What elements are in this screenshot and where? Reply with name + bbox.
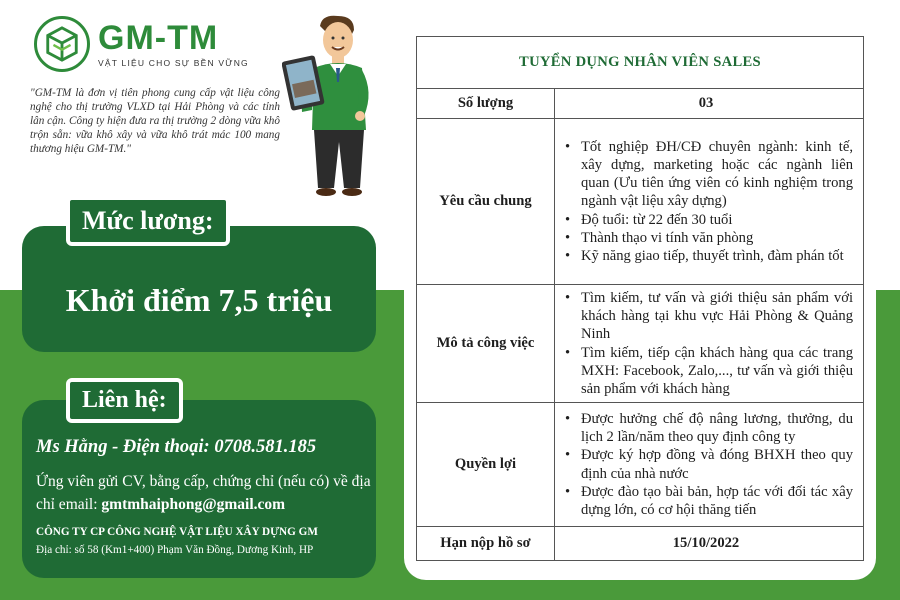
contact-email[interactable]: gmtmhaiphong@gmail.com	[101, 496, 286, 513]
businessman-illustration	[282, 12, 392, 202]
list-item: • Thành thạo vi tính văn phòng	[559, 229, 853, 247]
job-table	[416, 36, 864, 561]
deadline-value: 15/10/2022	[555, 527, 864, 561]
table-row	[417, 119, 864, 285]
requirements-cell	[555, 119, 864, 285]
description-cell	[555, 285, 864, 403]
brand-name: GM-TM	[98, 19, 219, 57]
contact-cv-instructions	[36, 470, 372, 516]
table-row	[417, 37, 864, 89]
list-item: • Tìm kiếm, tư vấn và giới thiệu sản phẩm với khách hàng tại khu vực Hải Phòng & Quảng Ninh	[559, 289, 853, 344]
table-row	[417, 527, 864, 561]
job-title: TUYỂN DỤNG NHÂN VIÊN SALES	[417, 37, 864, 89]
salary-label: Mức lương:	[66, 196, 230, 246]
list-item: • Được đào tạo bài bản, hợp tác với đối tác xây dựng lớn, có cơ hội thăng tiến	[559, 483, 853, 519]
company-name: CÔNG TY CP CÔNG NGHỆ VẬT LIỆU XÂY DỰNG GM	[36, 526, 318, 538]
description-label: Mô tả công việc	[417, 285, 555, 403]
requirements-label: Yêu cầu chung	[417, 119, 555, 285]
table-row	[417, 285, 864, 403]
list-item: • Tốt nghiệp ĐH/CĐ chuyên ngành: kinh tế, xây dựng, marketing hoặc các ngành liên quan (Ưu tiên ứng viên có kinh nghiệm trong ngành vật liệu xây dựng)	[559, 138, 853, 211]
benefits-cell	[555, 403, 864, 527]
company-intro: "GM-TM là đơn vị tiên phong cung cấp vật liệu công nghệ cho thị trường VLXD tại Hải Phòng và các tỉnh lân cận. Công ty hiện đưa ra thị trường 2 dòng vữa khô trộn sẵn: vữa khô xây và vữa khô trát mác 100 mang thương hiệu GM-TM."	[30, 87, 280, 155]
table-row	[417, 89, 864, 119]
benefits-label: Quyền lợi	[417, 403, 555, 527]
quantity-value: 03	[555, 89, 864, 119]
list-item: • Được ký hợp đồng và đóng BHXH theo quy định của nhà nước	[559, 446, 853, 482]
contact-label: Liên hệ:	[66, 378, 183, 423]
logo-cube-icon	[34, 16, 90, 72]
company-address: Địa chỉ: số 58 (Km1+400) Phạm Văn Đồng, Dương Kinh, HP	[36, 544, 314, 556]
list-item: • Kỹ năng giao tiếp, thuyết trình, đàm phán tốt	[559, 247, 853, 265]
list-item: • Độ tuổi: từ 22 đến 30 tuổi	[559, 211, 853, 229]
list-item: • Được hưởng chế độ nâng lương, thưởng, du lịch 2 lần/năm theo quy định công ty	[559, 410, 853, 446]
brand-slogan: VẬT LIỆU CHO SỰ BỀN VỮNG	[98, 58, 249, 68]
contact-cv-text: Ứng viên gửi CV, bằng cấp, chứng chỉ (nếu có) về địa chỉ email:	[36, 473, 371, 513]
deadline-label: Hạn nộp hồ sơ	[417, 527, 555, 561]
contact-phone: Ms Hằng - Điện thoại: 0708.581.185	[36, 437, 317, 457]
brand-logo	[34, 16, 249, 72]
table-row	[417, 403, 864, 527]
list-item: • Tìm kiếm, tiếp cận khách hàng qua các trang MXH: Facebook, Zalo,..., tư vấn và giới thiệu sản phẩm với khách hàng	[559, 344, 853, 399]
salary-value: Khởi điểm 7,5 triệu	[65, 282, 333, 318]
quantity-label: Số lượng	[417, 89, 555, 119]
